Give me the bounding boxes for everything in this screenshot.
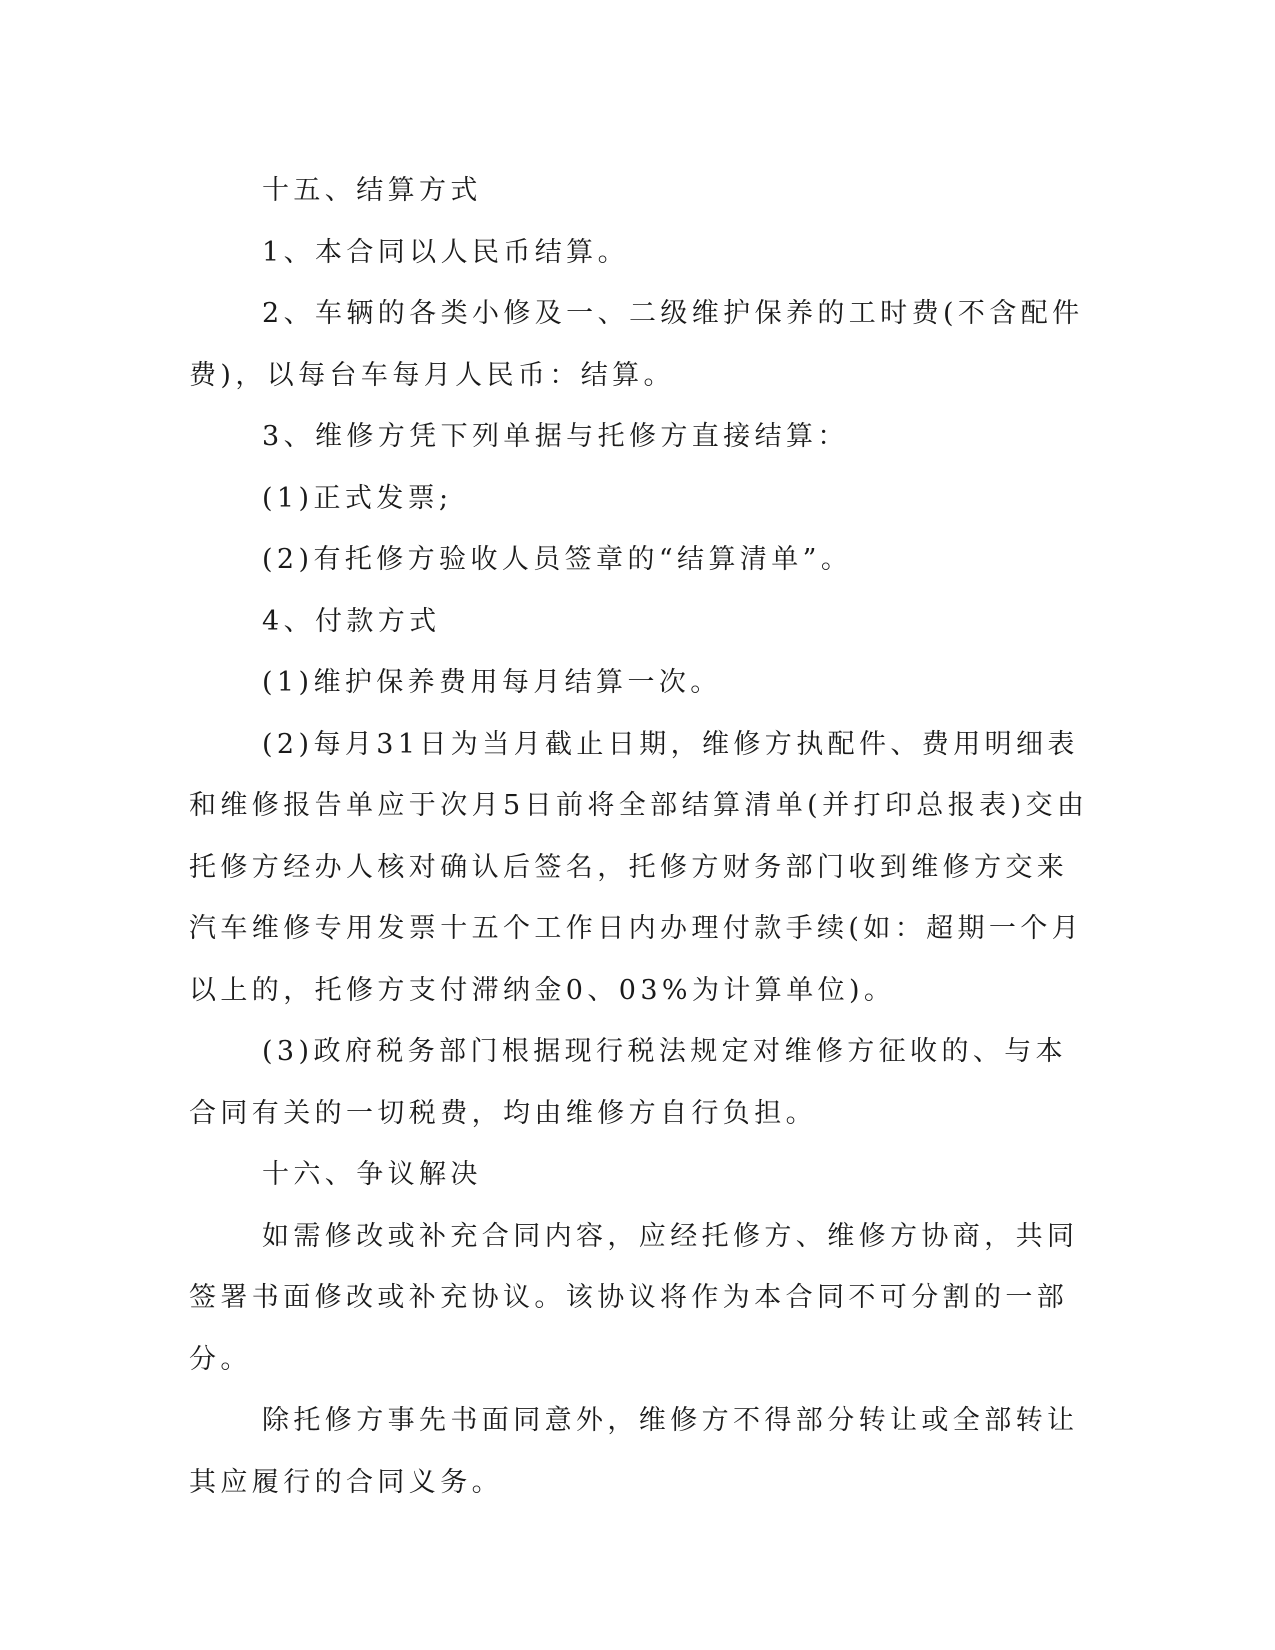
dispute-paragraph-2: 除托修方事先书面同意外，维修方不得部分转让或全部转让其应履行的合同义务。	[189, 1405, 1079, 1498]
dispute-paragraph-1: 如需修改或补充合同内容，应经托修方、维修方协商，共同签署书面修改或补充协议。该协议将作为本合同不可分割的一部分。	[189, 1220, 1079, 1375]
clause-3-item-2: (2)有托修方验收人员签章的“结算清单”。	[262, 544, 853, 575]
clause-4-item-2: (2)每月31日为当月截止日期，维修方执配件、费用明细表和维修报告单应于次月5日前将全部结算清单(并打印总报表)交由托修方经办人核对确认后签名，托修方财务部门收到维修方交来汽车维修专用发票十五个工作日内办理付款手续(如：超期一个月以上的，托修方支付滞纳金0、03%为计算单位)。	[189, 728, 1089, 1006]
clause-2: 2、车辆的各类小修及一、二级维护保养的工时费(不含配件费)，以每台车每月人民币：结算。	[189, 298, 1084, 391]
clause-4: 4、付款方式	[262, 605, 441, 637]
contract-body	[189, 160, 1089, 1513]
clause-4-item-3: (3)政府税务部门根据现行税法规定对维修方征收的、与本合同有关的一切税费，均由维修方自行负担。	[189, 1036, 1068, 1129]
clause-3: 3、维修方凭下列单据与托修方直接结算：	[262, 421, 849, 452]
clause-1: 1、本合同以人民币结算。	[262, 236, 629, 268]
section-heading-settlement: 十五、结算方式	[262, 175, 482, 206]
clause-4-item-1: (1)维护保养费用每月结算一次。	[262, 667, 722, 698]
clause-3-item-1: (1)正式发票;	[262, 482, 453, 514]
section-heading-dispute: 十六、争议解决	[262, 1159, 482, 1190]
